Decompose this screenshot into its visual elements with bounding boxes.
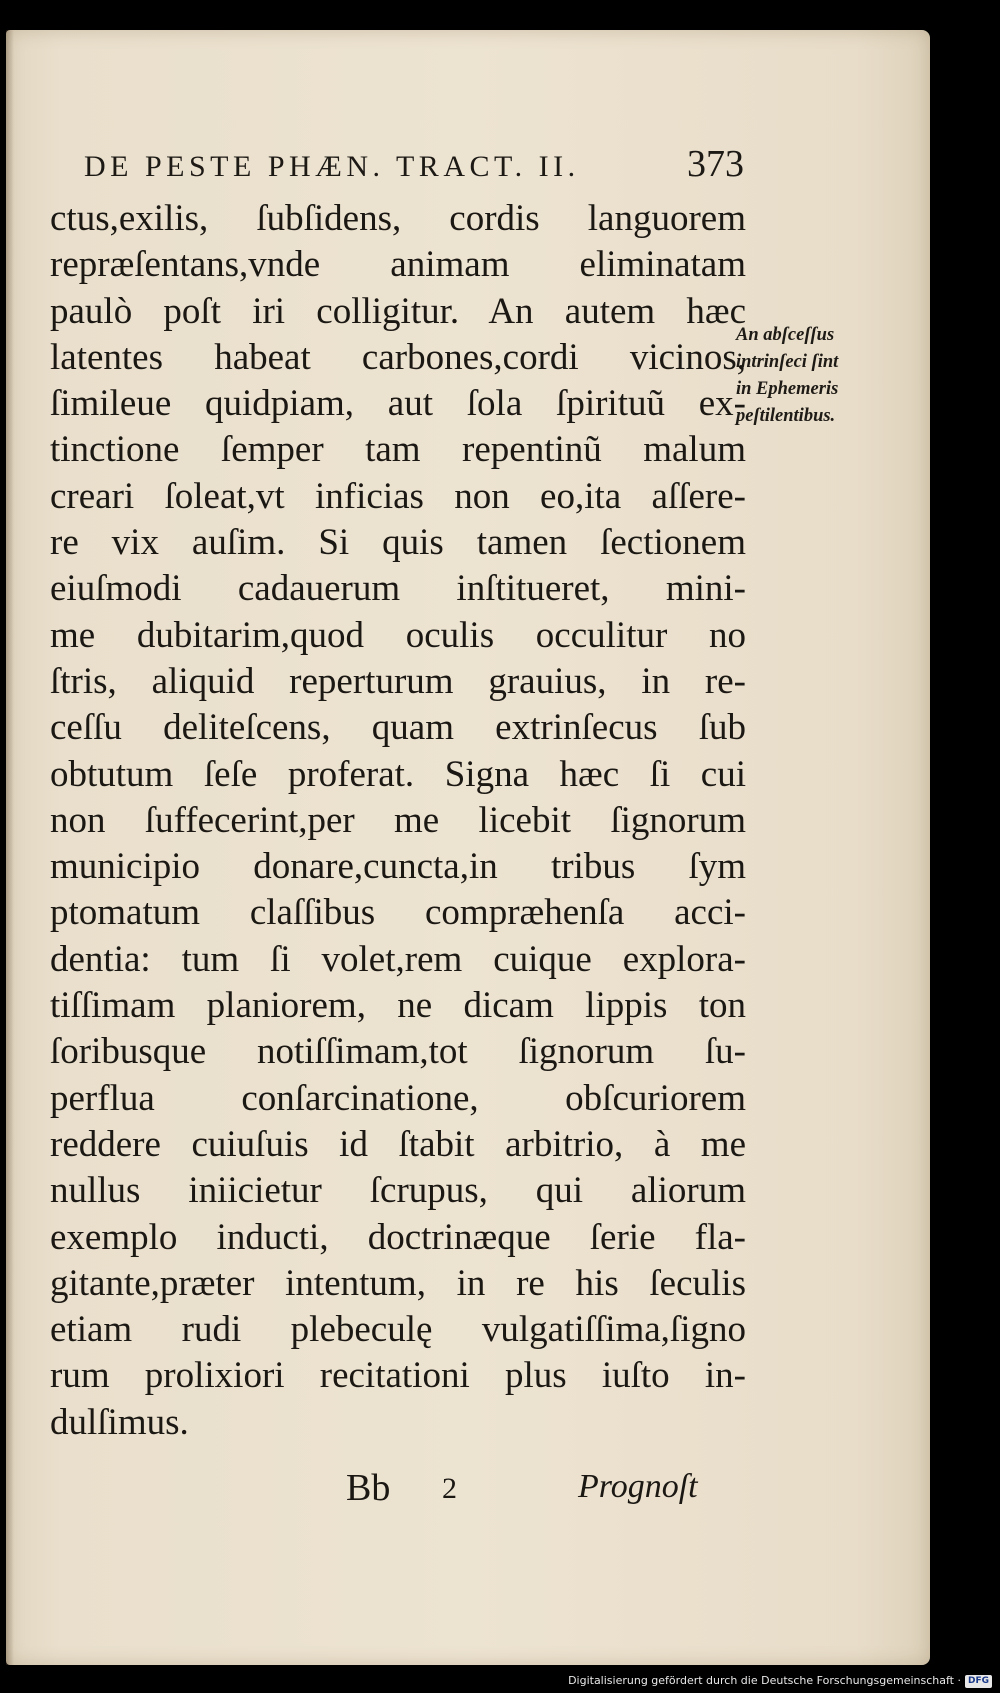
- text-line: ptomatum claſſibus compræhenſa acci-: [50, 892, 746, 934]
- text-line-last: dulſimus.: [50, 1401, 189, 1443]
- text-line: non ſuffecerint,per me licebit ſignorum: [50, 799, 746, 841]
- marginal-note-line: An abſceſſus: [736, 325, 835, 345]
- text-line: ſtris, aliquid reperturum grauius, in re-: [50, 660, 746, 702]
- text-line: tiſſimam planiorem, ne dicam lippis ton: [50, 985, 746, 1027]
- text-line: rum prolixiori recitationi plus iuſto in-: [50, 1355, 746, 1397]
- marginal-note: [736, 322, 892, 430]
- marginal-note-line: peſtilentibus.: [736, 406, 836, 426]
- text-line: gitante,præter intentum, in re his ſeculis: [50, 1262, 746, 1304]
- text-line: dentia: tum ſi volet,rem cuique explora-: [50, 938, 746, 980]
- marginal-note-line: intrinſeci ſint: [736, 352, 839, 372]
- text-line: ceſſu deliteſcens, quam extrinſecus ſub: [50, 707, 746, 749]
- page-number: 373: [687, 143, 744, 185]
- text-line: re vix auſim. Si quis tamen ſectionem: [50, 522, 746, 564]
- text-line: ſimileue quidpiam, aut ſola ſpirituũ ex-: [50, 383, 746, 425]
- book-page: [6, 30, 930, 1665]
- dfg-logo-icon: DFG: [965, 1675, 992, 1688]
- page-header: [84, 142, 744, 192]
- credit-text: Digitalisierung gefördert durch die Deutsche Forschungsgemeinschaft ·: [568, 1674, 961, 1687]
- text-line: nullus iniicietur ſcrupus, qui aliorum: [50, 1170, 746, 1212]
- text-line: eiuſmodi cadauerum inſtitueret, mini-: [50, 568, 746, 610]
- main-text-block: [50, 196, 746, 1446]
- marginal-note-line: in Ephemeris: [736, 379, 839, 399]
- signature-mark: Bb: [346, 1467, 391, 1509]
- text-line: me dubitarim,quod oculis occulitur no: [50, 614, 746, 656]
- running-title: DE PESTE PHÆN. TRACT. II.: [84, 150, 580, 183]
- page-gutter-shadow: [6, 30, 14, 1665]
- text-line: ſoribusque notiſſimam,tot ſignorum ſu-: [50, 1031, 746, 1073]
- signature-number: 2: [442, 1472, 457, 1505]
- page-footer: [336, 1466, 716, 1516]
- text-line: obtutum ſeſe proferat. Signa hæc ſi cui: [50, 753, 746, 795]
- text-line: reddere cuiuſuis id ſtabit arbitrio, à me: [50, 1123, 746, 1165]
- text-line: tinctione ſemper tam repentinũ malum: [50, 429, 746, 471]
- text-line: perflua conſarcinatione, obſcuriorem: [50, 1077, 746, 1119]
- text-line: etiam rudi plebeculę vulgatiſſima,ſigno: [50, 1309, 746, 1351]
- catchword: Prognoſt: [578, 1468, 698, 1505]
- text-line: paulò poſt iri colligitur. An autem hæc: [50, 290, 746, 332]
- text-line: latentes habeat carbones,cordi vicinos,: [50, 336, 746, 378]
- text-line: exemplo inducti, doctrinæque ſerie fla-: [50, 1216, 746, 1258]
- text-line: ctus,exilis, ſubſidens, cordis languorem: [50, 198, 746, 239]
- digitization-credit: [568, 1672, 992, 1690]
- text-line: repræſentans,vnde animam eliminatam: [50, 244, 746, 286]
- text-line: municipio donare,cuncta,in tribus ſym: [50, 846, 746, 888]
- text-line: creari ſoleat,vt inficias non eo,ita aſſere-: [50, 475, 746, 517]
